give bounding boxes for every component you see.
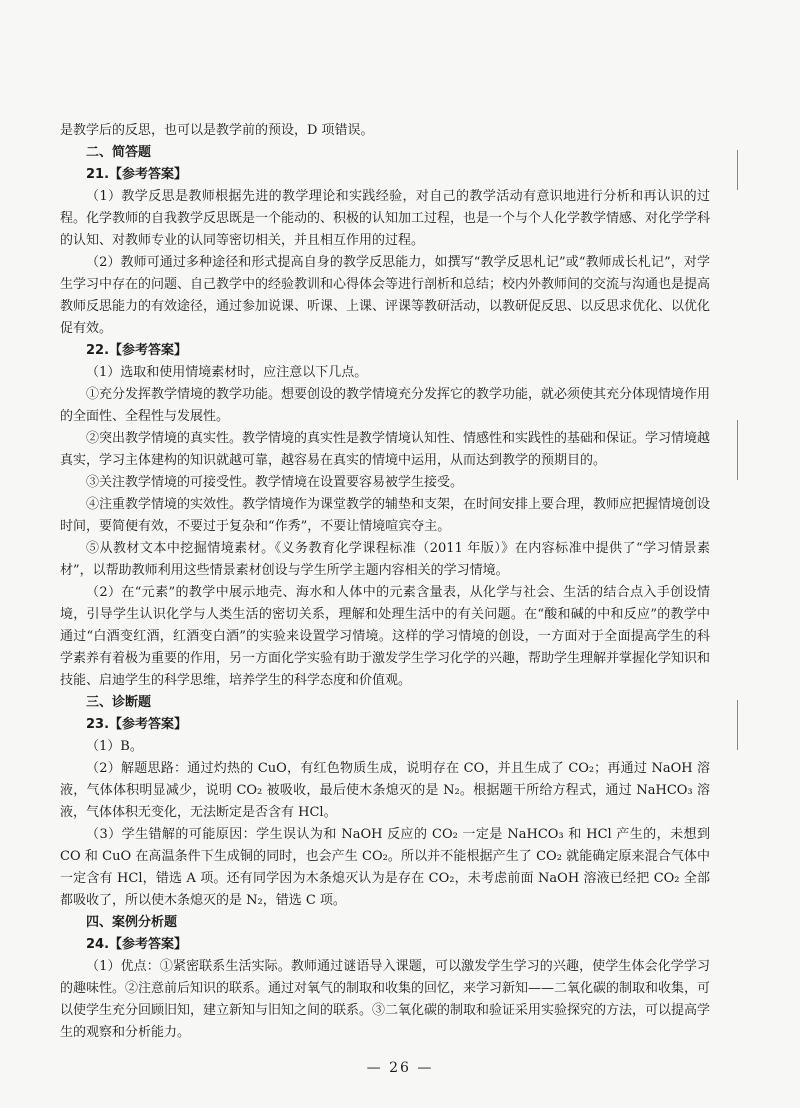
scan-edge-mark: [737, 700, 738, 750]
scan-edge-mark: [737, 150, 738, 190]
paragraph: （1）B。: [86, 739, 143, 754]
paragraph: （2）教师可通过多种途径和形式提高自身的教学反思能力，如撰写“教学反思札记”或“教师成长札记”，对学生学习中存在的问题、自己教学中的经验教训和心得体会等进行剖析和总结；校内外教师间的交流与沟通也是提高教师反思能力的有效途径，通过参加说课、听课、上课、评课等教研活动，以教研促反思、以反思求优化、以优化促有效。: [60, 255, 711, 336]
paragraph: （1）选取和使用情境素材时，应注意以下几点。: [86, 365, 368, 380]
paragraph: ④注重教学情境的实效性。教学情境作为课堂教学的辅垫和支架，在时间安排上要合理，教师应把握情境创设时间，要简便有效，不要过于复杂和“作秀”，不要让情境喧宾夺主。: [60, 497, 711, 534]
paragraph: （3）学生错解的可能原因：学生误认为和 NaOH 反应的 CO₂ 一定是 NaHCO₃ 和 HCl 产生的，未想到 CO 和 CuO 在高温条件下生成铜的同时，也会产生 CO₂。所以并不能根据产生了 CO₂ 就能确定原来混合气体中一定含有 HCl，错选 A 项。还有同学因为木条熄灭认为是存在 CO₂，未考虑前面 NaOH 溶液已经把 CO₂ 全部都吸收了，所以使木条熄灭的是 N₂，错选 C 项。: [60, 827, 710, 908]
section-heading: 二、简答题: [86, 145, 152, 160]
paragraph: （1）教学反思是教师根据先进的教学理论和实践经验，对自己的教学活动有意识地进行分析和再认识的过程。化学教师的自我教学反思既是一个能动的、积极的认知加工过程，也是一个与个人化学教学情感、对化学学科的认知、对教师专业的认同等密切相关，并且相互作用的过程。: [60, 189, 711, 248]
paragraph: （2）解题思路：通过灼热的 CuO，有红色物质生成，说明存在 CO，并且生成了 CO₂；再通过 NaOH 溶液，气体体积明显减少，说明 CO₂ 被吸收，最后使木条熄灭的是 N₂。根据题干所给方程式，通过 NaHCO₃ 溶液，气体体积无变化，无法断定是否含有 HCl。: [60, 761, 710, 820]
scan-edge-mark: [737, 420, 738, 480]
paragraph: 是教学后的反思，也可以是教学前的预设，D 项错误。: [60, 123, 374, 138]
answer-label: 23.【参考答案】: [86, 717, 188, 732]
answer-label: 24.【参考答案】: [86, 937, 188, 952]
paragraph: ③关注教学情境的可接受性。教学情境在设置要容易被学生接受。: [86, 475, 464, 490]
answer-label: 22.【参考答案】: [86, 343, 188, 358]
paragraph: ⑤从教材文本中挖掘情境素材。《义务教育化学课程标准（2011 年版）》在内容标准中提供了“学习情景素材”，以帮助教师利用这些情景素材创设与学生所学主题内容相关的学习情境。: [60, 541, 710, 578]
paragraph: ②突出教学情境的真实性。教学情境的真实性是教学情境认知性、情感性和实践性的基础和保证。学习情境越真实，学习主体建构的知识就越可靠，越容易在真实的情境中运用，从而达到教学的预期目的。: [60, 431, 711, 468]
section-heading: 三、诊断题: [86, 695, 152, 710]
paragraph: ①充分发挥教学情境的教学功能。想要创设的教学情境充分发挥它的教学功能，就必须使其充分体现情境作用的全面性、全程性与发展性。: [60, 387, 711, 424]
page-number: — 26 —: [366, 1060, 434, 1076]
paragraph: （2）在“元素”的教学中展示地壳、海水和人体中的元素含量表，从化学与社会、生活的结合点入手创设情境，引导学生认识化学与人类生活的密切关系，理解和处理生活中的有关问题。在“酸和碱的中和反应”的教学中通过“白酒变红酒，红酒变白酒”的实验来设置学习情境。这样的学习情境的创设，一方面对于全面提高学生的科学素养有着极为重要的作用，另一方面化学实验有助于激发学生学习化学的兴趣，帮助学生理解并掌握化学知识和技能、启迪学生的科学思维，培养学生的科学态度和价值观。: [60, 585, 711, 688]
page-content: [60, 120, 710, 1044]
section-heading: 四、案例分析题: [86, 915, 178, 930]
answer-label: 21.【参考答案】: [86, 167, 188, 182]
paragraph: （1）优点：①紧密联系生活实际。教师通过谜语导入课题，可以激发学生学习的兴趣，使学生体会化学学习的趣味性。②注意前后知识的联系。通过对氧气的制取和收集的回忆，来学习新知——二氧化碳的制取和收集，可以使学生充分回顾旧知，建立新知与旧知之间的联系。③二氧化碳的制取和验证采用实验探究的方法，可以提高学生的观察和分析能力。: [60, 959, 711, 1040]
